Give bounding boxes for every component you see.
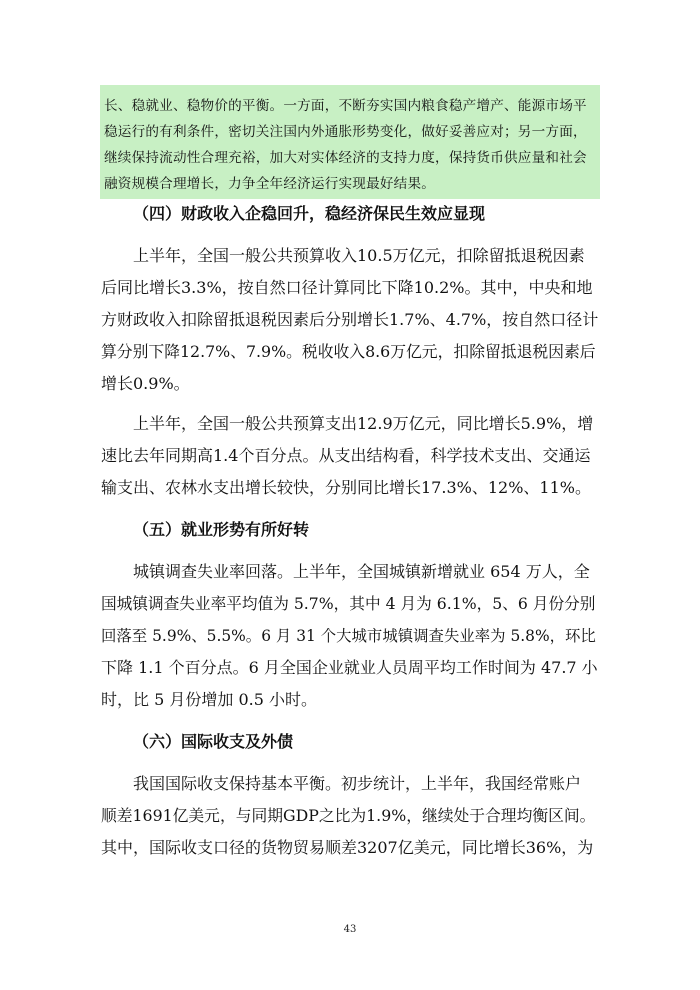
text-line: 回落至 5.9%、5.5%。6 月 31 个大城市城镇调查失业率为 5.8%，环比 bbox=[101, 627, 596, 645]
text-line: 增长0.9%。 bbox=[101, 374, 190, 393]
text-line: 下降 1.1 个百分点。6 月全国企业就业人员周平均工作时间为 47.7 小 bbox=[101, 658, 598, 677]
highlight-line: 融资规模合理增长，力争全年经济运行实现最好结果。 bbox=[104, 176, 436, 192]
paragraph-balance-of-payments bbox=[101, 768, 601, 864]
text-line: 速比去年同期高1.4个百分点。从支出结构看，科学技术支出、交通运 bbox=[101, 446, 591, 465]
text-line: 方财政收入扣除留抵退税因素后分别增长1.7%、4.7%，按自然口径计 bbox=[101, 310, 599, 329]
text-line: 算分别下降12.7%、7.9%。税收收入8.6万亿元，扣除留抵退税因素后 bbox=[101, 342, 596, 361]
section-heading-employment: （五）就业形势有所好转 bbox=[133, 520, 310, 539]
highlighted-paragraph bbox=[100, 85, 600, 199]
text-line: 后同比增长3.3%，按自然口径计算同比下降10.2%。其中，中央和地 bbox=[101, 278, 593, 297]
document-body bbox=[101, 202, 601, 864]
paragraph-fiscal-expenditure bbox=[101, 408, 601, 504]
text-line: 我国国际收支保持基本平衡。初步统计，上半年，我国经常账户 bbox=[133, 774, 582, 793]
highlight-line: 稳运行的有利条件，密切关注国内外通胀形势变化，做好妥善应对；另一方面， bbox=[104, 124, 587, 140]
highlight-line: 长、稳就业、稳物价的平衡。一方面，不断夯实国内粮食稳产增产、能源市场平 bbox=[104, 98, 587, 114]
section-heading-balance-of-payments: （六）国际收支及外债 bbox=[133, 732, 294, 751]
text-line: 上半年，全国一般公共预算支出12.9万亿元，同比增长5.9%，增 bbox=[133, 414, 594, 433]
highlight-line: 继续保持流动性合理充裕，加大对实体经济的支持力度，保持货币供应量和社会 bbox=[104, 150, 587, 166]
text-line: 顺差1691亿美元，与同期GDP之比为1.9%，继续处于合理均衡区间。 bbox=[101, 806, 596, 825]
text-line: 城镇调查失业率回落。上半年，全国城镇新增就业 654 万人，全 bbox=[133, 562, 590, 581]
text-line: 国城镇调查失业率平均值为 5.7%，其中 4 月为 6.1%，5、6 月份分别 bbox=[101, 594, 596, 613]
text-line: 输支出、农林水支出增长较快，分别同比增长17.3%、12%、11%。 bbox=[101, 478, 591, 497]
section-heading-fiscal: （四）财政收入企稳回升，稳经济保民生效应显现 bbox=[133, 204, 486, 223]
text-line: 上半年，全国一般公共预算收入10.5万亿元，扣除留抵退税因素 bbox=[133, 246, 585, 265]
text-line: 时，比 5 月份增加 0.5 小时。 bbox=[101, 690, 317, 709]
paragraph-fiscal-revenue bbox=[101, 240, 601, 400]
page-number: 43 bbox=[343, 924, 357, 935]
text-line: 其中，国际收支口径的货物贸易顺差3207亿美元，同比增长36%，为 bbox=[101, 838, 594, 857]
paragraph-employment bbox=[101, 556, 601, 716]
